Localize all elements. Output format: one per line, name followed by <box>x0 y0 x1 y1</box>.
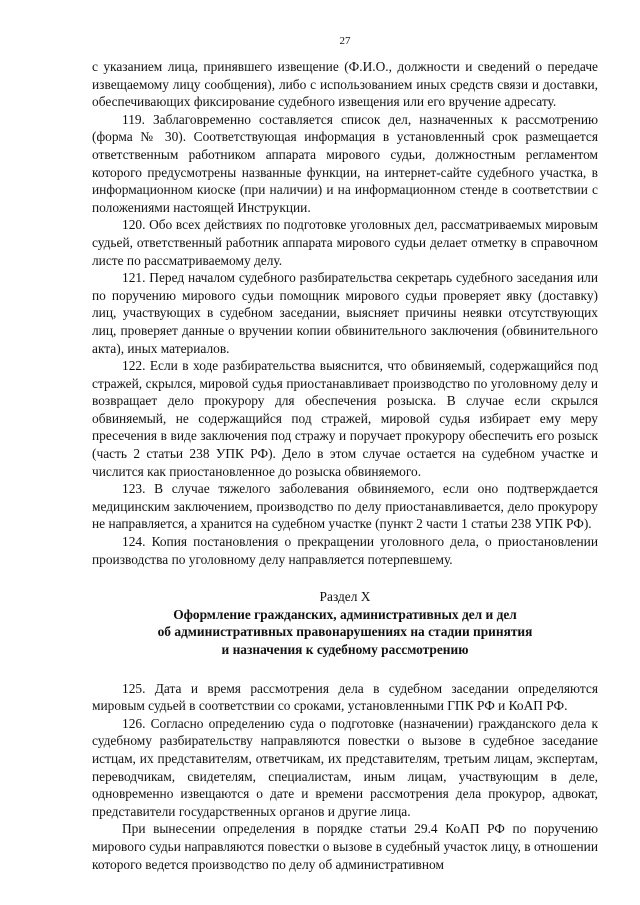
paragraph: 122. Если в ходе разбирательства выяснится, что обвиняемый, содержащийся под стражей, скрылся, мировой судья приостанавливает производство по уголовному делу и возвращает дело прокурору для обеспечения розыска. В случае если скрылся обвиняемый, не содержащийся под стражей, мировой судья избирает ему меру пресечения в виде заключения под стражу и поручает прокурору обеспечить его розыск (часть 2 статьи 238 УПК РФ). Дело в этом случае остается на судебном участке и числится как приостановленное до розыска обвиняемого. <box>92 358 598 479</box>
page-number: 27 <box>339 35 351 47</box>
document-body <box>92 58 598 873</box>
paragraph: 126. Согласно определению суда о подготовке (назначении) гражданского дела к судебному разбирательству направляются повестки о вызове в судебное заседание истцам, их представителям, ответчикам, их представителям, третьим лицам, экспертам, переводчикам, свидетелям, специалистам, иным лицам, участвующим в деле, одновременно извещаются о дате и времени рассмотрения дела прокурор, адвокат, представители государственных органов и другие лица. <box>92 715 598 819</box>
section-title-line: и назначения к судебному рассмотрению <box>221 642 469 657</box>
section-label: Раздел X <box>319 589 371 605</box>
paragraph: с указанием лица, принявшего извещение (Ф.И.О., должности и сведений о передаче извещаемому лицу сообщения), либо с использованием иных средств связи и доставки, обеспечивающих фиксирование судебного извещения или его вручение адресату. <box>92 59 598 110</box>
section-title-line: об административных правонарушениях на стадии принятия <box>157 624 533 640</box>
paragraph: 121. Перед началом судебного разбирательства секретарь судебного заседания или по поручению мирового судьи помощник мирового судьи проверяет явку (доставку) лиц, участвующих в судебном заседании, выясняет причины неявки отсутствующих лиц, проверяет данные о вручении копии обвинительного заключения (обвинительного акта), иных материалов. <box>92 270 598 356</box>
paragraphs-after-section <box>92 680 598 874</box>
paragraph: При вынесении определения в порядке статьи 29.4 КоАП РФ по поручению мирового судьи направляются повестки о вызове в судебный участок лицу, в отношении которого ведется производство по делу об административном <box>92 821 598 872</box>
paragraph: 125. Дата и время рассмотрения дела в судебном заседании определяются мировым судьей в соответствии со сроками, установленными ГПК РФ и КоАП РФ. <box>92 680 598 714</box>
paragraph: 120. Обо всех действиях по подготовке уголовных дел, рассматриваемых мировым судьей, ответственный работник аппарата мирового судьи делает отметку в справочном листе по рассматриваемому делу. <box>92 217 598 268</box>
paragraph: 119. Заблаговременно составляется список дел, назначенных к рассмотрению (форма № 30). Соответствующая информация в установленный срок размещается ответственным работником аппарата мирового судьи, должностным регламентом которого предусмотрены названные функции, на интернет-сайте судебного участка, в информационном киоске (при наличии) и на информационном стенде в соответствии с положениями настоящей Инструкции. <box>92 111 598 215</box>
paragraph: 124. Копия постановления о прекращении уголовного дела, о приостановлении производства по уголовному делу направляется потерпевшему. <box>92 534 598 567</box>
section-title <box>92 606 598 659</box>
section-title-line: Оформление гражданских, административных дел и дел <box>173 606 517 622</box>
paragraphs-before-section <box>92 58 598 568</box>
paragraph: 123. В случае тяжелого заболевания обвиняемого, если оно подтверждается медицинским заключением, производство по делу приостанавливается, дело прокурору не направляется, а хранится на судебном участке (пункт 2 части 1 статьи 238 УПК РФ). <box>92 481 598 532</box>
